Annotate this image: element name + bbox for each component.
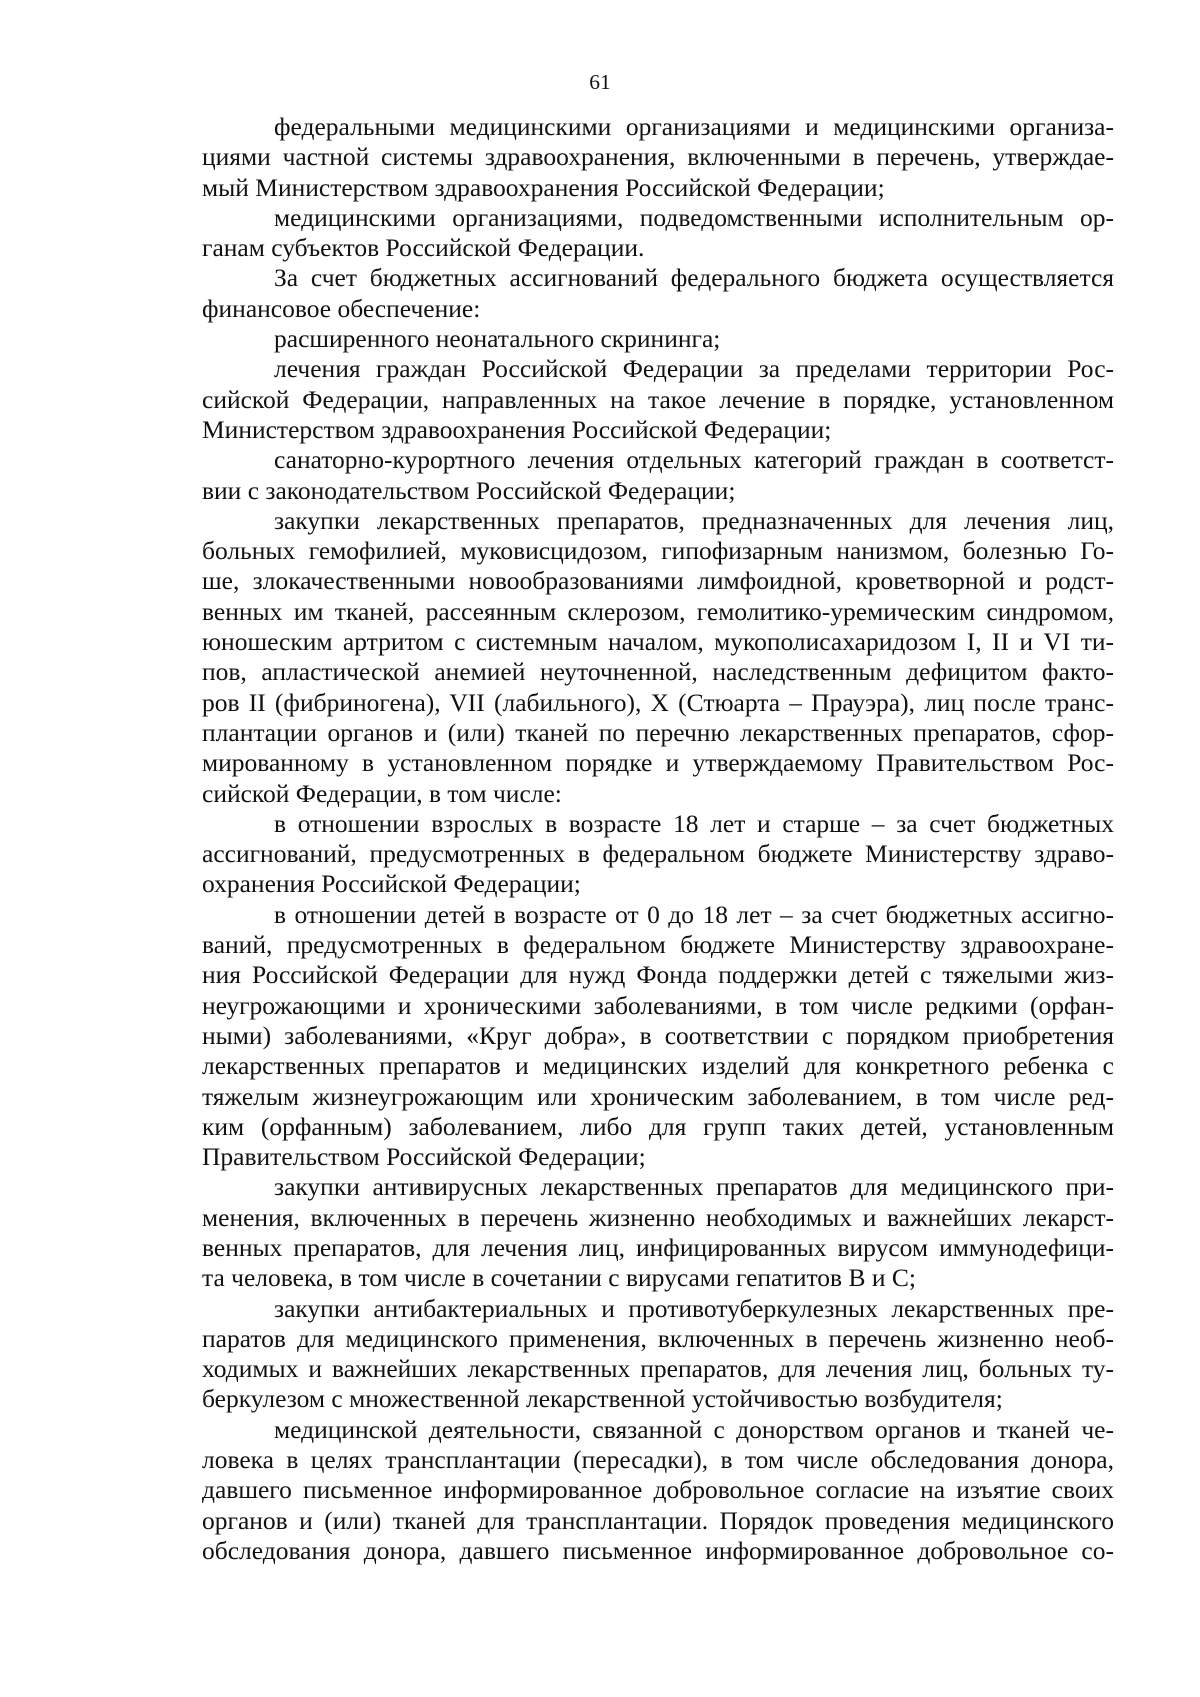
text-line: сийской Федерации, в том числе: <box>202 778 562 808</box>
text-line: паратов для медицинского применения, включенных в перечень жизненно необ- <box>202 1323 1114 1353</box>
text-line: закупки антибактериальных и противотуберкулезных лекарственных пре- <box>274 1293 1114 1323</box>
text-line: финансовое обеспечение: <box>202 293 481 323</box>
paragraph <box>202 445 1114 506</box>
paragraph <box>202 324 1114 354</box>
paragraph <box>202 506 1114 809</box>
paragraph <box>202 809 1114 900</box>
paragraph <box>202 263 1114 324</box>
paragraph <box>202 112 1114 203</box>
text-line: мый Министерством здравоохранения Российской Федерации; <box>202 172 885 202</box>
text-line: За счет бюджетных ассигнований федерального бюджета осуществляется <box>274 263 1114 293</box>
text-line: мированному в установленном порядке и утверждаемому Правительством Рос- <box>202 748 1114 778</box>
text-line: в отношении взрослых в возрасте 18 лет и старше – за счет бюджетных <box>274 808 1114 838</box>
text-line: пов, апластической анемией неуточненной, наследственным дефицитом факто- <box>202 657 1114 687</box>
text-line: та человека, в том числе в сочетании с вирусами гепатитов B и C; <box>202 1263 916 1293</box>
text-line: венных препаратов, для лечения лиц, инфицированных вирусом иммунодефици- <box>202 1232 1114 1262</box>
text-line: давшего письменное информированное добровольное согласие на изъятие своих <box>202 1475 1114 1505</box>
text-line: ше, злокачественными новообразованиями лимфоидной, кроветворной и родст- <box>202 566 1114 596</box>
text-line: юношеским артритом с системным началом, мукополисахаридозом I, II и VI ти- <box>202 627 1114 657</box>
text-line: федеральными медицинскими организациями и медицинскими организа- <box>274 112 1114 141</box>
text-line: больных гемофилией, муковисцидозом, гипофизарным нанизмом, болезнью Го- <box>202 536 1114 566</box>
text-line: ассигнований, предусмотренных в федеральном бюджете Министерству здраво- <box>202 839 1114 869</box>
text-line: циями частной системы здравоохранения, включенными в перечень, утверждае- <box>202 142 1114 172</box>
text-line: плантации органов и (или) тканей по перечню лекарственных препаратов, сфор- <box>202 717 1114 747</box>
text-line: охранения Российской Федерации; <box>202 869 581 899</box>
text-line: вии с законодательством Российской Федерации; <box>202 475 736 505</box>
text-line: сийской Федерации, направленных на такое лечение в порядке, установленном <box>202 384 1114 414</box>
text-line: ния Российской Федерации для нужд Фонда поддержки детей с тяжелыми жиз- <box>202 960 1114 990</box>
text-line: расширенного неонатального скрининга; <box>274 324 721 354</box>
document-body <box>202 112 1114 1566</box>
text-line: беркулезом с множественной лекарственной устойчивостью возбудителя; <box>202 1384 1003 1414</box>
paragraph <box>202 900 1114 1173</box>
text-line: органов и (или) тканей для трансплантации. Порядок проведения медицинского <box>202 1505 1114 1535</box>
text-line: медицинской деятельности, связанной с донорством органов и тканей че- <box>274 1414 1114 1444</box>
text-line: лечения граждан Российской Федерации за пределами территории Рос- <box>274 354 1114 384</box>
text-line: венных им тканей, рассеянным склерозом, гемолитико-уремическим синдромом, <box>202 596 1114 626</box>
paragraph <box>202 1294 1114 1415</box>
page-number: 61 <box>589 70 611 94</box>
text-line: ров II (фибриногена), VII (лабильного), X (Стюарта – Прауэра), лиц после транс- <box>202 687 1114 717</box>
paragraph <box>202 203 1114 264</box>
text-line: тяжелым жизнеугрожающим или хроническим заболеванием, в том числе ред- <box>202 1081 1114 1111</box>
text-line: ваний, предусмотренных в федеральном бюджете Министерству здравоохране- <box>202 930 1114 960</box>
text-line: ными) заболеваниями, «Круг добра», в соответствии с порядком приобретения <box>202 1020 1114 1050</box>
text-line: Министерством здравоохранения Российской Федерации; <box>202 414 832 444</box>
text-line: ким (орфанным) заболеванием, либо для групп таких детей, установленным <box>202 1111 1114 1141</box>
text-line: в отношении детей в возрасте от 0 до 18 лет – за счет бюджетных ассигно- <box>274 899 1114 929</box>
text-line: менения, включенных в перечень жизненно необходимых и важнейших лекарст- <box>202 1202 1114 1232</box>
text-line: закупки лекарственных препаратов, предназначенных для лечения лиц, <box>274 505 1114 535</box>
text-line: неугрожающими и хроническими заболеваниями, в том числе редкими (орфан- <box>202 990 1114 1020</box>
text-line: ходимых и важнейших лекарственных препаратов, для лечения лиц, больных ту- <box>202 1354 1114 1384</box>
text-line: санаторно-курортного лечения отдельных категорий граждан в соответст- <box>274 445 1114 475</box>
paragraph <box>202 354 1114 445</box>
text-line: лекарственных препаратов и медицинских изделий для конкретного ребенка с <box>202 1051 1114 1081</box>
paragraph <box>202 1172 1114 1293</box>
text-line: медицинскими организациями, подведомственными исполнительным ор- <box>274 202 1114 232</box>
text-line: обследования донора, давшего письменное информированное добровольное со- <box>202 1535 1114 1565</box>
text-line: ловека в целях трансплантации (пересадки), в том числе обследования донора, <box>202 1445 1114 1475</box>
paragraph <box>202 1415 1114 1566</box>
text-line: Правительством Российской Федерации; <box>202 1142 646 1172</box>
text-line: закупки антивирусных лекарственных препаратов для медицинского при- <box>274 1172 1114 1202</box>
text-line: ганам субъектов Российской Федерации. <box>202 233 645 263</box>
